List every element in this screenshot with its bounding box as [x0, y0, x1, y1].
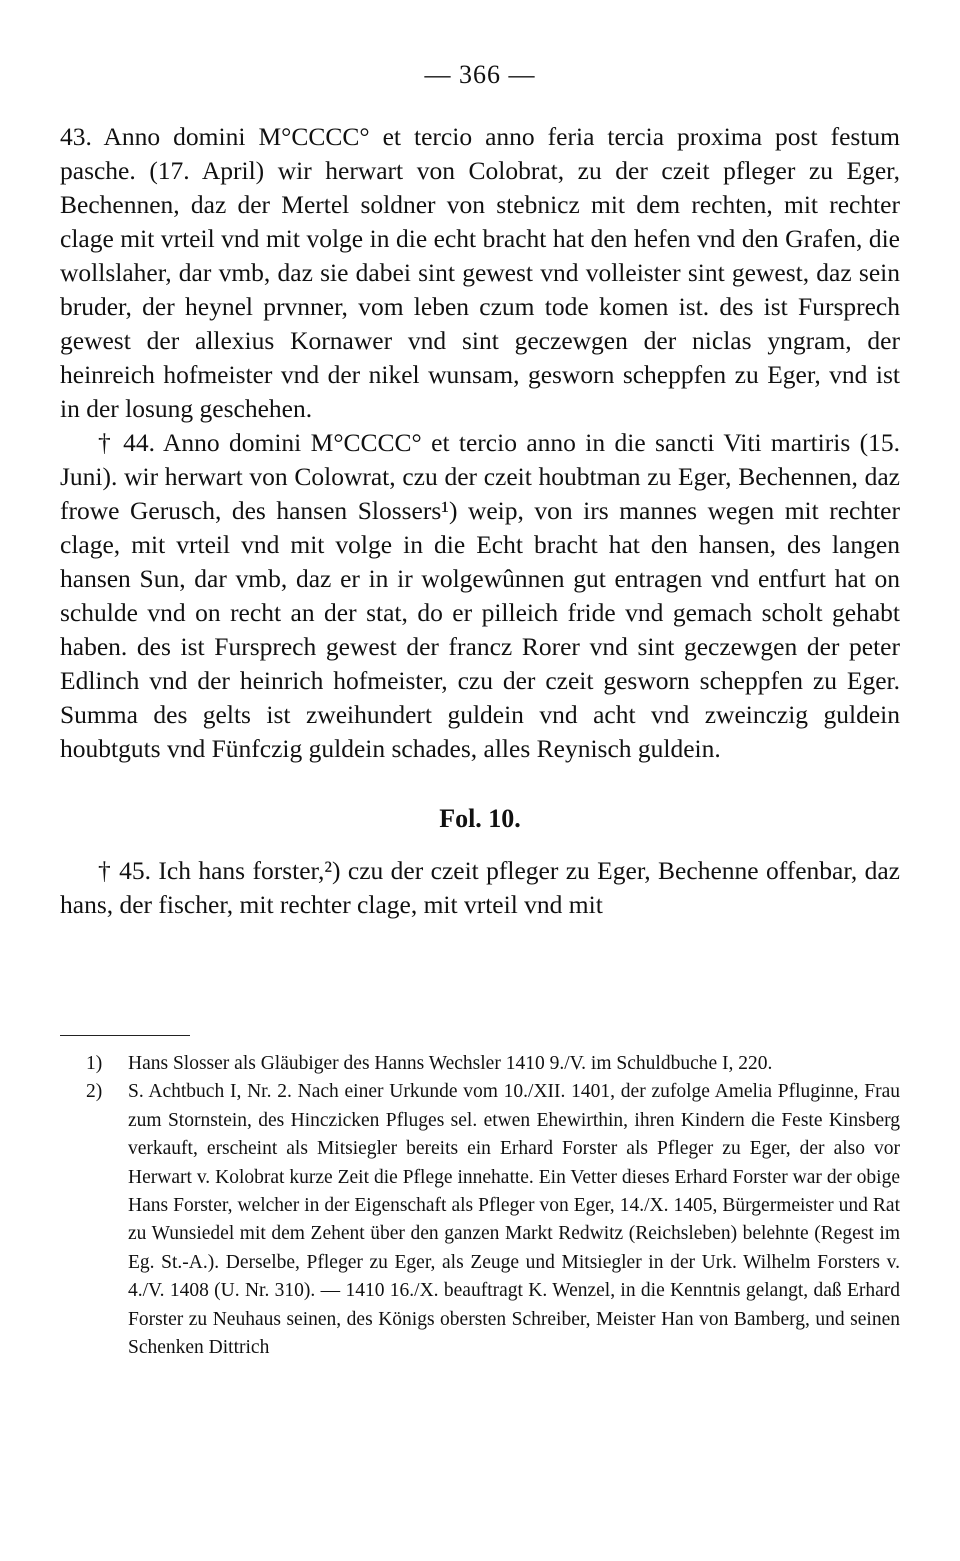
footnote-mark: 1) [86, 1053, 103, 1074]
entry-44: † 44. Anno domini M°CCCC° et tercio anno in die sancti Viti martiris (15. Juni). wir herwart von Colowrat, czu der czeit houbtman zu Eger, Bechennen, daz frowe Gerusch, des hansen Slossers¹) weip, von irs mannes wegen mit rechter clage, mit vrteil vnd mit volge in die Echt bracht hat den hansen, des langen hansen Sun, dar vmb, daz er in ir wolgewûnnen gut entragen vnd entfurt hat on schulde vnd on recht an der stat, do er pilleich fride vnd gemach scholt gehabt haben. des ist Fursprech gewest der francz Rorer vnd sint geczewgen der peter Edlinch vnd der heinrich hofmeister, czu der czeit gesworn scheppfen zu Eger. Summa des gelts ist zweihundert guldein vnd acht vnd zweinczig guldein houbtguts vnd Fünfczig guldein schades, alles Reynisch guldein. [60, 428, 900, 763]
footnotes [60, 1050, 900, 1362]
footnote-1 [60, 1050, 900, 1078]
page-number: — 366 — [424, 60, 536, 89]
document-page [60, 0, 900, 1561]
main-text [60, 120, 900, 922]
footnote-text: Hans Slosser als Gläubiger des Hanns Wechsler 1410 9./V. im Schuldbuche I, 220. [128, 1053, 773, 1074]
footnote-2 [60, 1078, 900, 1362]
folio-heading: Fol. 10. [439, 804, 521, 833]
footnote-mark: 2) [86, 1081, 103, 1103]
entry-45: † 45. Ich hans forster,²) czu der czeit pfleger zu Eger, Bechenne offenbar, daz hans, der fischer, mit rechter clage, mit vrteil vnd mit [60, 856, 900, 919]
entry-43: 43. Anno domini M°CCCC° et tercio anno feria tercia proxima post festum pasche. (17. April) wir herwart von Colobrat, zu der czeit pfleger zu Eger, Bechennen, daz der Mertel soldner von stebnicz mit dem rechten, mit rechter clage mit vrteil vnd mit volge in die echt bracht hat den hefen vnd den Grafen, die wollslaher, dar vmb, daz sie dabei sint gewest vnd volleister sint gewest, daz sein bruder, der heynel prvnner, vom leben czum tode komen ist. des ist Fursprech gewest der allexius Kornawer vnd sint geczewgen der niclas yngram, der heinreich hofmeister vnd der nikel wunsam, gesworn scheppfen zu Eger, vnd ist in der losung geschehen. [60, 122, 900, 423]
footnote-text: S. Achtbuch I, Nr. 2. Nach einer Urkunde vom 10./XII. 1401, der zufolge Amelia Pfluginne, Frau zum Stornstein, des Hinczicken Pfluges sel. etwen Ehewirthin, ihren Kindern die Feste Kinsberg verkauft, erscheint als Mitsiegler bereits ein Erhard Forster als Pfleger zu Eger, der also vor Herwart v. Kolobrat kurze Zeit die Pflege innehatte. Ein Vetter dieses Erhard Forster war der obige Hans Forster, welcher in der Eigenschaft als Pfleger von Eger, 14./X. 1405, Bürgermeister und Rat zu Wunsiedel mit dem Zehent über den ganzen Markt Redwitz (Reichsleben) belehnte (Regest im Eg. St.-A.). Derselbe, Pfleger zu Eger, als Zeuge und Mitsiegler in der Urk. Wilhelm Forsters v. 4./V. 1408 (U. Nr. 310). — 1410 16./X. beauftragt K. Wenzel, in die Kenntnis gelangt, daß Erhard Forster zu Neuhaus seinen, des Königs obersten Schreiber, Meister Han von Bamberg, und seinen Schenken Dittrich [128, 1081, 900, 1359]
footnote-divider [60, 1035, 190, 1036]
